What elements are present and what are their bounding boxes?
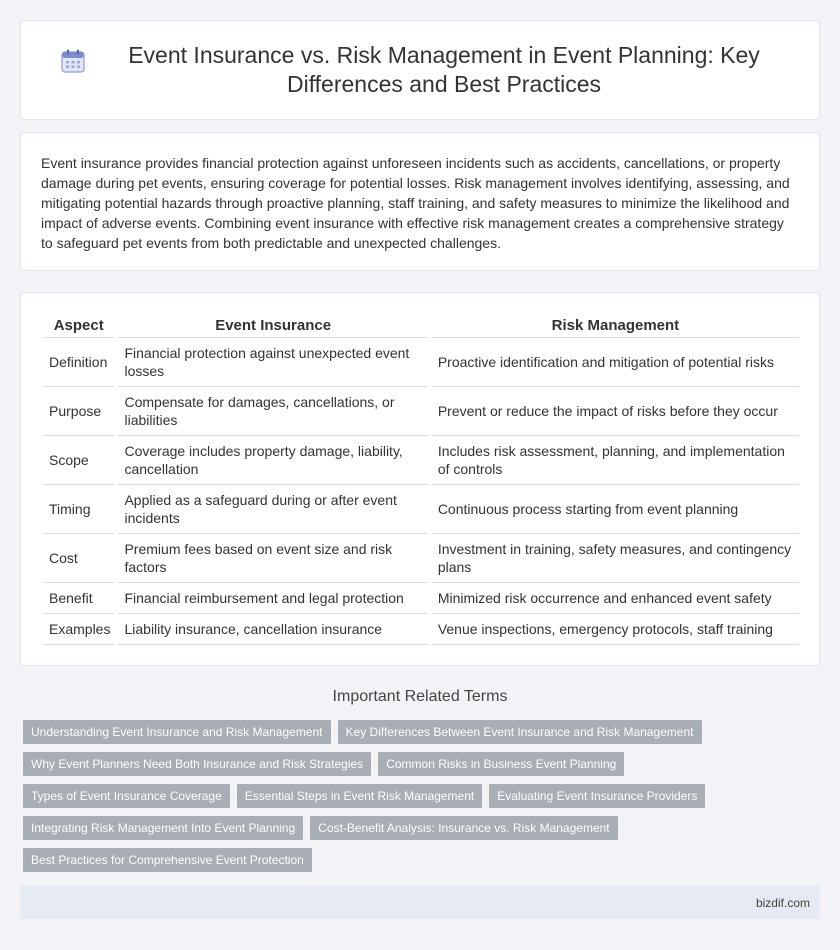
site-link[interactable]: bizdif.com — [755, 895, 810, 910]
tag-row — [23, 752, 823, 776]
insurance-cell: Premium fees based on event size and risk factors — [116, 534, 429, 583]
table-row — [43, 614, 799, 645]
insurance-cell: Coverage includes property damage, liability, cancellation — [116, 436, 429, 485]
tag-row — [23, 784, 823, 808]
aspect-cell: Benefit — [43, 583, 116, 614]
aspect-cell: Definition — [43, 338, 116, 387]
related-term-tag[interactable]: Integrating Risk Management Into Event Planning — [23, 816, 303, 840]
related-term-tag[interactable]: Types of Event Insurance Coverage — [23, 784, 230, 808]
intro-paragraph: Event insurance provides financial protection against unforeseen incidents such as accidents, cancellations, or property damage during pet events, ensuring coverage for potential losses. Risk management involves identifying, assessing, and mitigating potential hazards through proactive planning, staff training, and safety measures to minimize the likelihood and impact of adverse events. Combining event insurance with effective risk management creates a comprehensive strategy to safeguard pet events from both predictable and unexpected challenges. — [41, 155, 790, 251]
table-row — [43, 583, 799, 614]
related-terms-title: Important Related Terms — [332, 688, 508, 705]
table-row — [43, 338, 799, 387]
header-risk-management: Risk Management — [430, 315, 799, 338]
aspect-cell: Examples — [43, 614, 116, 645]
header-event-insurance: Event Insurance — [116, 315, 429, 338]
risk-cell: Continuous process starting from event planning — [430, 485, 799, 534]
insurance-cell: Applied as a safeguard during or after event incidents — [116, 485, 429, 534]
aspect-cell: Timing — [43, 485, 116, 534]
related-terms-list — [23, 720, 823, 880]
risk-cell: Minimized risk occurrence and enhanced event safety — [430, 583, 799, 614]
table-header-row — [43, 315, 799, 338]
related-term-tag[interactable]: Common Risks in Business Event Planning — [378, 752, 624, 776]
related-term-tag[interactable]: Best Practices for Comprehensive Event Protection — [23, 848, 312, 872]
footer — [20, 886, 820, 919]
page-title: Event Insurance vs. Risk Management in Event Planning: Key Differences and Best Practices — [128, 42, 760, 97]
insurance-cell: Financial reimbursement and legal protection — [116, 583, 429, 614]
title-card — [20, 20, 820, 120]
related-term-tag[interactable]: Key Differences Between Event Insurance and Risk Management — [338, 720, 702, 744]
related-term-tag[interactable]: Cost-Benefit Analysis: Insurance vs. Risk Management — [310, 816, 617, 840]
aspect-cell: Scope — [43, 436, 116, 485]
aspect-cell: Purpose — [43, 387, 116, 436]
insurance-cell: Financial protection against unexpected event losses — [116, 338, 429, 387]
related-term-tag[interactable]: Essential Steps in Event Risk Management — [237, 784, 482, 808]
comparison-table — [43, 315, 799, 645]
risk-cell: Proactive identification and mitigation of potential risks — [430, 338, 799, 387]
title-wrap — [60, 41, 780, 99]
risk-cell: Venue inspections, emergency protocols, staff training — [430, 614, 799, 645]
related-term-tag[interactable]: Evaluating Event Insurance Providers — [489, 784, 705, 808]
table-row — [43, 485, 799, 534]
table-row — [43, 387, 799, 436]
calendar-icon — [60, 48, 86, 74]
intro-card — [20, 132, 820, 271]
table-row — [43, 534, 799, 583]
tag-row — [23, 816, 823, 840]
header-aspect: Aspect — [43, 315, 116, 338]
risk-cell: Includes risk assessment, planning, and implementation of controls — [430, 436, 799, 485]
related-term-tag[interactable]: Why Event Planners Need Both Insurance and Risk Strategies — [23, 752, 371, 776]
aspect-cell: Cost — [43, 534, 116, 583]
risk-cell: Prevent or reduce the impact of risks before they occur — [430, 387, 799, 436]
related-term-tag[interactable]: Understanding Event Insurance and Risk Management — [23, 720, 331, 744]
table-row — [43, 436, 799, 485]
comparison-card — [20, 292, 820, 666]
tag-row — [23, 720, 823, 744]
insurance-cell: Liability insurance, cancellation insurance — [116, 614, 429, 645]
insurance-cell: Compensate for damages, cancellations, or liabilities — [116, 387, 429, 436]
tag-row — [23, 848, 823, 872]
risk-cell: Investment in training, safety measures, and contingency plans — [430, 534, 799, 583]
